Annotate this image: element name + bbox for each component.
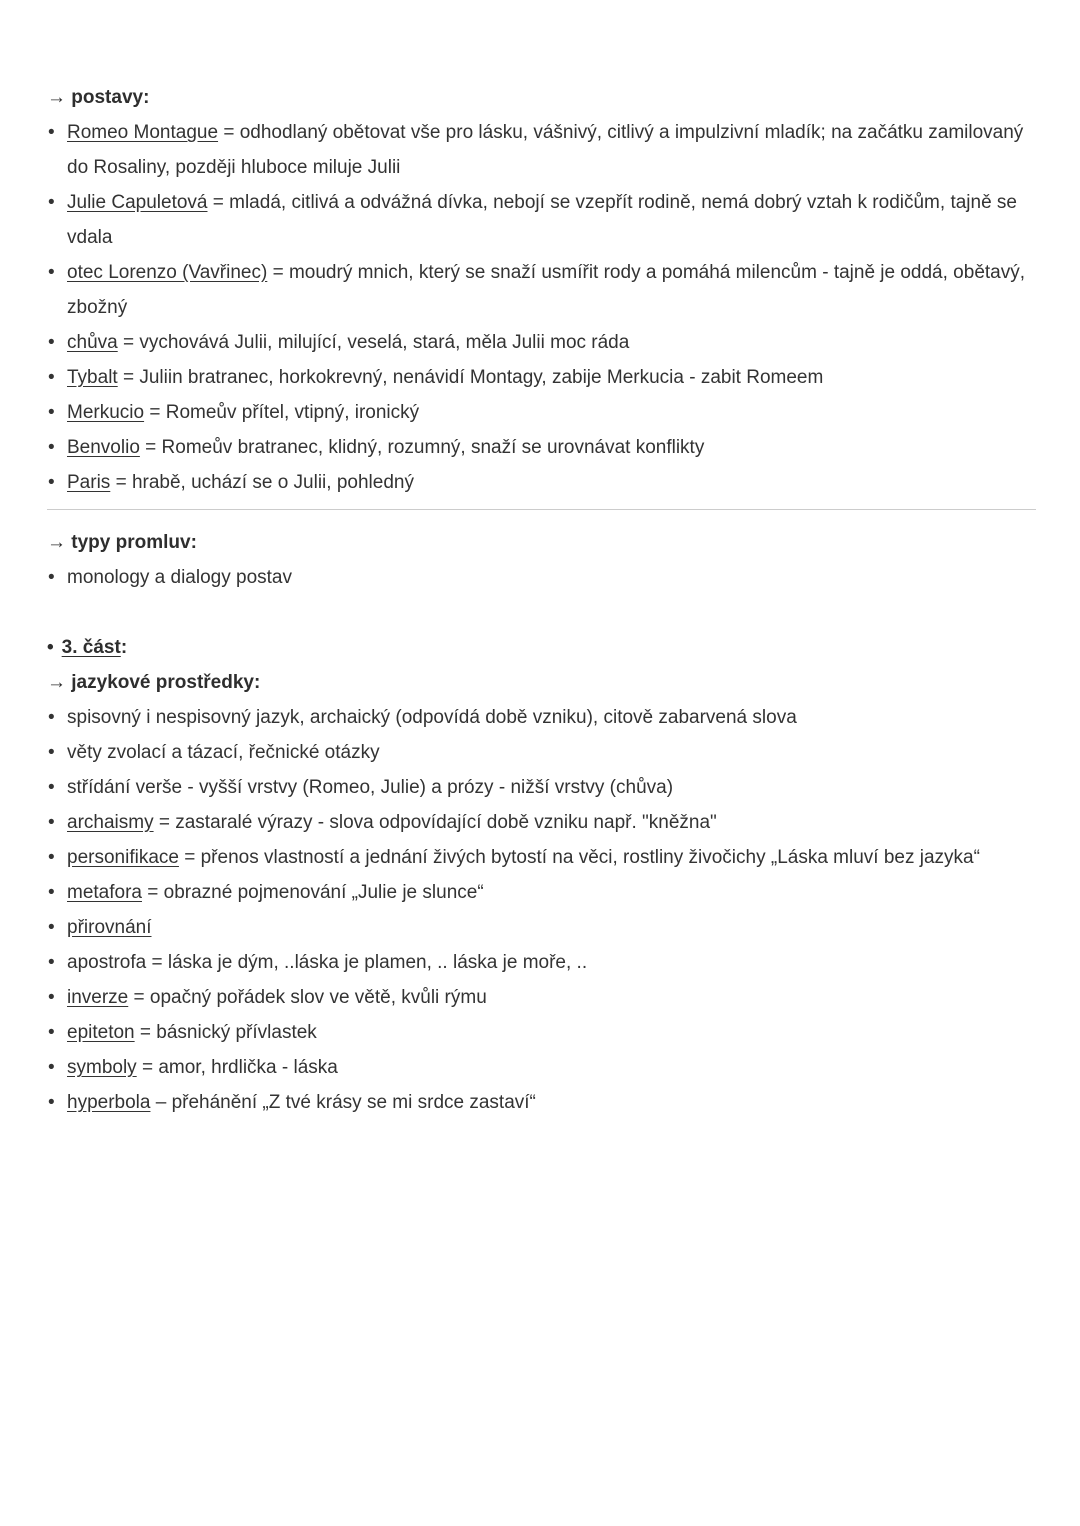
list-item xyxy=(47,840,1036,875)
bullet-icon: • xyxy=(48,812,55,833)
item-term: chůva xyxy=(67,332,118,353)
bullet-icon: • xyxy=(47,637,54,658)
list-item xyxy=(47,185,1036,255)
bullet-icon: • xyxy=(48,367,55,388)
section-divider xyxy=(47,509,1036,510)
item-term: Merkucio xyxy=(67,402,145,423)
item-text: = Juliin bratranec, horkokrevný, nenávidí Montagy, zabije Merkucia - zabit Romeem xyxy=(117,367,824,388)
item-text: = Romeův přítel, vtipný, ironický xyxy=(144,402,420,423)
list-jazykove-prostredky xyxy=(47,700,1036,1120)
list-item xyxy=(47,465,1036,500)
bullet-icon: • xyxy=(48,917,55,938)
bullet-icon: • xyxy=(48,1092,55,1113)
list-typy-promluv xyxy=(47,560,1036,595)
heading-jazykove-prostredky: → jazykové prostředky: xyxy=(47,672,261,693)
list-item xyxy=(47,395,1036,430)
item-text: = amor, hrdlička - láska xyxy=(136,1057,338,1078)
heading-typy-promluv: → typy promluv: xyxy=(47,532,197,553)
item-text: = básnický přívlastek xyxy=(134,1022,317,1043)
item-term: archaismy xyxy=(67,812,154,833)
bullet-icon: • xyxy=(48,262,55,283)
heading-postavy: → postavy: xyxy=(47,87,150,108)
item-text: = obrazné pojmenování „Julie je slunce“ xyxy=(141,882,484,903)
list-item xyxy=(47,255,1036,325)
bullet-icon: • xyxy=(48,952,55,973)
list-item xyxy=(47,700,1036,735)
list-item xyxy=(47,770,1036,805)
list-item xyxy=(47,1050,1036,1085)
list-item xyxy=(47,945,1036,980)
bullet-icon: • xyxy=(48,437,55,458)
list-item xyxy=(47,325,1036,360)
item-text: věty zvolací a tázací, řečnické otázky xyxy=(67,742,380,763)
bullet-icon: • xyxy=(48,472,55,493)
item-text: monology a dialogy postav xyxy=(67,567,292,588)
bullet-icon: • xyxy=(48,122,55,143)
item-term: inverze xyxy=(67,987,129,1008)
bullet-icon: • xyxy=(48,987,55,1008)
list-item xyxy=(47,805,1036,840)
bullet-icon: • xyxy=(48,402,55,423)
item-text: – přehánění „Z tvé krásy se mi srdce zastaví“ xyxy=(150,1092,536,1113)
bullet-icon: • xyxy=(48,777,55,798)
list-item xyxy=(47,560,1036,595)
bullet-icon: • xyxy=(48,567,55,588)
item-text: = hrabě, uchází se o Julii, pohledný xyxy=(110,472,414,493)
heading-3-cast-suffix: : xyxy=(120,637,128,658)
item-text: = zastaralé výrazy - slova odpovídající době vzniku např. "kněžna" xyxy=(153,812,717,833)
item-term: přirovnání xyxy=(67,917,152,938)
item-term: personifikace xyxy=(67,847,179,868)
item-term: hyperbola xyxy=(67,1092,151,1113)
item-text: apostrofa = láska je dým, ..láska je plamen, .. láska je moře, .. xyxy=(67,952,588,973)
item-text: střídání verše - vyšší vrstvy (Romeo, Julie) a prózy - nižší vrstvy (chůva) xyxy=(67,777,674,798)
list-item xyxy=(47,1015,1036,1050)
list-item xyxy=(47,1085,1036,1120)
list-item xyxy=(47,980,1036,1015)
list-item xyxy=(47,430,1036,465)
item-text: = přenos vlastností a jednání živých bytostí na věci, rostliny živočichy „Láska mluví bez jazyka“ xyxy=(178,847,980,868)
item-term: symboly xyxy=(67,1057,137,1078)
item-term: otec Lorenzo (Vavřinec) xyxy=(67,262,268,283)
bullet-icon: • xyxy=(48,1022,55,1043)
list-item xyxy=(47,115,1036,185)
bullet-icon: • xyxy=(48,1057,55,1078)
heading-3-cast-label: 3. část xyxy=(61,637,121,658)
bullet-icon: • xyxy=(48,742,55,763)
item-term: epiteton xyxy=(67,1022,135,1043)
bullet-icon: • xyxy=(48,332,55,353)
item-term: Paris xyxy=(67,472,111,493)
list-item xyxy=(47,360,1036,395)
item-term: Julie Capuletová xyxy=(67,192,208,213)
item-text: = opačný pořádek slov ve větě, kvůli rýmu xyxy=(128,987,487,1008)
item-term: Romeo Montague xyxy=(67,122,219,143)
bullet-icon: • xyxy=(48,847,55,868)
bullet-icon: • xyxy=(48,192,55,213)
item-text: = moudrý mnich, který se snaží usmířit rody a pomáhá milencům - tajně je oddá, obětavý, zbožný xyxy=(67,262,1026,318)
list-item xyxy=(47,735,1036,770)
item-text: = odhodlaný obětovat vše pro lásku, vášnivý, citlivý a impulzivní mladík; na začátku zamilovaný do Rosaliny, později hluboce miluje Julii xyxy=(67,122,1024,178)
item-term: metafora xyxy=(67,882,142,903)
list-postavy xyxy=(47,115,1036,500)
list-item xyxy=(47,910,1036,945)
bullet-icon: • xyxy=(48,707,55,728)
item-text: = mladá, citlivá a odvážná dívka, nebojí se vzepřít rodině, nemá dobrý vztah k rodičům, tajně se vdala xyxy=(67,192,1017,248)
item-term: Tybalt xyxy=(67,367,118,388)
bullet-icon: • xyxy=(48,882,55,903)
item-text: = vychovává Julii, milující, veselá, stará, měla Julii moc ráda xyxy=(117,332,630,353)
list-item xyxy=(47,875,1036,910)
item-text: = Romeův bratranec, klidný, rozumný, snaží se urovnávat konflikty xyxy=(139,437,705,458)
heading-3-cast xyxy=(47,630,1036,665)
item-text: spisovný i nespisovný jazyk, archaický (odpovídá době vzniku), citově zabarvená slova xyxy=(67,707,797,728)
item-term: Benvolio xyxy=(67,437,140,458)
